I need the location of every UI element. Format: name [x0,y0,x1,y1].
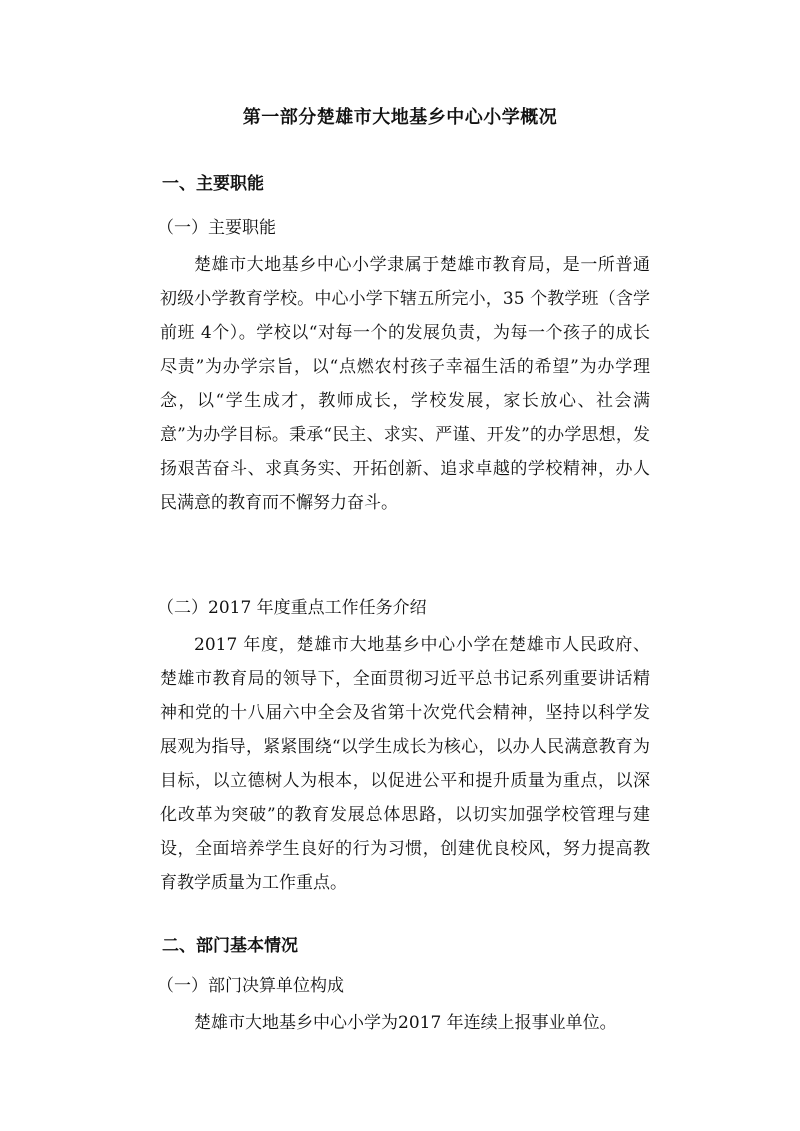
subsection-heading-main-functions: （一）主要职能 [157,218,276,238]
paragraph-main-functions: 楚雄市大地基乡中心小学隶属于楚雄市教育局，是一所普通初级小学教育学校。中心小学下辖五所完小，35 个教学班（含学前班 4个）。学校以“对每一个的发展负责，为每一个孩子的成长尽责”为办学宗旨，以“点燃农村孩子幸福生活的希望”为办学理念，以“学生成才，教师成长，学校发展，家长放心、社会满意”为办学目标。秉承“民主、求实、严谨、开发”的办学思想，发扬艰苦奋斗、求真务实、开拓创新、追求卓越的学校精神，办人民满意的教育而不懈努力奋斗。 [160,255,650,513]
page-title: 第一部分楚雄市大地基乡中心小学概况 [242,107,558,128]
subsection-heading-2017-key-tasks: （二）2017 年度重点工作任务介绍 [157,598,427,618]
section-heading-department-basics: 二、部门基本情况 [162,936,298,956]
section-heading-main-functions: 一、主要职能 [162,174,264,194]
subsection-heading-unit-composition: （一）部门决算单位构成 [157,976,344,996]
paragraph-2017-key-tasks: 2017 年度，楚雄市大地基乡中心小学在楚雄市人民政府、楚雄市教育局的领导下，全面贯彻习近平总书记系列重要讲话精神和党的十八届六中全会及省第十次党代会精神，坚持以科学发展观为指导，紧紧围绕“以学生成长为核心，以办人民满意教育为目标，以立德树人为根本，以促进公平和提升质量为重点，以深化改革为突破”的教育发展总体思路，以切实加强学校管理与建设，全面培养学生良好的行为习惯，创建优良校风，努力提高教育教学质量为工作重点。 [160,635,650,893]
paragraph-unit-composition: 楚雄市大地基乡中心小学为2017 年连续上报事业单位。 [194,1013,617,1033]
